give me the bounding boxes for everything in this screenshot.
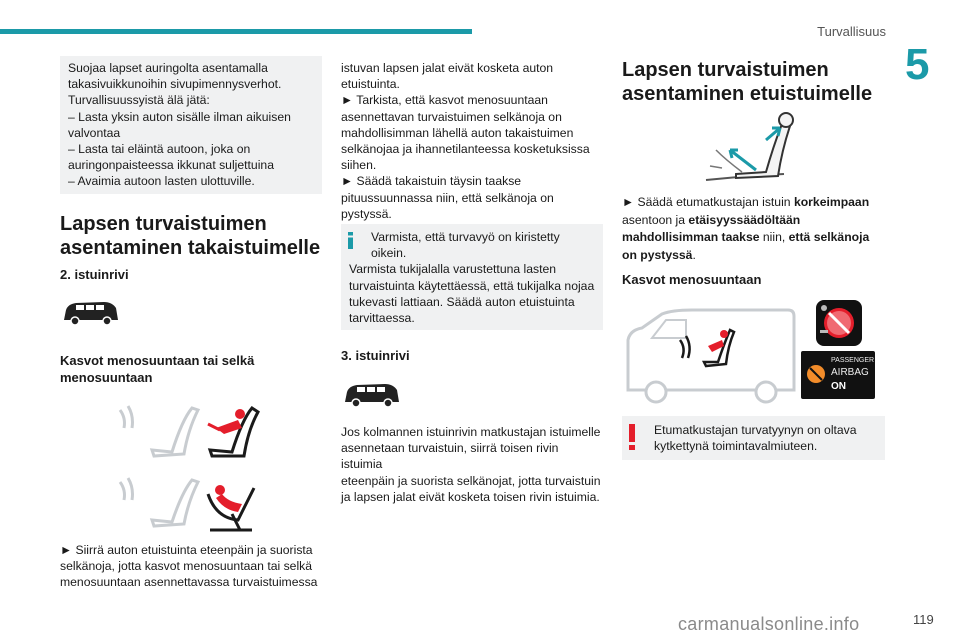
text-line: Suojaa lapset auringolta asentamalla bbox=[68, 61, 268, 75]
text-line: valvontaa bbox=[68, 125, 121, 140]
text-line: siihen. bbox=[341, 158, 377, 173]
car-side-illustration bbox=[622, 300, 798, 404]
text-line: ► Tarkista, että kasvot menosuuntaan bbox=[341, 93, 548, 108]
text-line: tarvittaessa. bbox=[349, 311, 415, 326]
text-line: tukevasti lattiaan. Säädä auton etuistuinta bbox=[349, 294, 575, 309]
airbag-label: AIRBAG bbox=[831, 367, 869, 378]
van-icon bbox=[60, 298, 122, 330]
front-seat-instruction bbox=[622, 194, 885, 264]
text-run: on pystyssä bbox=[622, 247, 693, 262]
text-line: Turvallisuussyistä älä jätä: bbox=[68, 93, 210, 108]
warning-text bbox=[654, 422, 880, 454]
text-line: Varmista, että turvavyö on kiristetty bbox=[371, 230, 560, 244]
airbag-status-icon bbox=[805, 363, 827, 385]
text-line: istuvan lapsen jalat eivät kosketa auton bbox=[341, 61, 554, 75]
airbag-state: ON bbox=[831, 381, 846, 392]
info-text bbox=[349, 229, 599, 326]
rear-orientation-subheading bbox=[60, 352, 322, 386]
text-run: etäisyyssäädöltään bbox=[688, 212, 801, 227]
text-line: Etumatkustajan turvatyynyn on oltava bbox=[654, 423, 857, 437]
heading-line: asentaminen etuistuimelle bbox=[622, 83, 873, 105]
text-line: selkänoja, jotta kasvot menosuuntaan tai selkä bbox=[60, 559, 313, 574]
text-line bbox=[622, 229, 885, 247]
text-line: menosuuntaan asennettavassa turvaistuimessa bbox=[60, 575, 318, 590]
text-line: pituussuunnassa niin, että selkänoja on bbox=[341, 190, 554, 205]
van-icon bbox=[341, 380, 403, 412]
text-line: kytkettynä toimintavalmiuteen. bbox=[654, 439, 818, 454]
move-front-seat-text bbox=[60, 542, 322, 591]
text-line: turvaistuinta käytettäessä, että tukijalka nojaa bbox=[349, 278, 595, 293]
text-run: että selkänoja bbox=[788, 230, 870, 244]
text-line: ► Säädä takaistuin täysin taakse bbox=[341, 174, 522, 189]
subheading-line: Kasvot menosuuntaan tai selkä bbox=[60, 353, 255, 368]
text-line: – Lasta yksin auton sisälle ilman aikuisen bbox=[68, 109, 291, 124]
text-line: mahdollisimman lähellä auton takaistuimen bbox=[341, 125, 574, 140]
text-run: asentoon ja bbox=[622, 212, 689, 227]
text-run: mahdollisimman taakse bbox=[622, 230, 760, 244]
text-run: niin, bbox=[759, 230, 789, 244]
row-2-title: 2. istuinrivi bbox=[60, 267, 129, 282]
text-run: ► Säädä etumatkustajan istuin bbox=[622, 195, 794, 209]
rear-seat-heading bbox=[60, 212, 322, 260]
sun-safety-text bbox=[68, 60, 318, 190]
text-line: oikein. bbox=[371, 246, 407, 261]
front-seat-adjust-illustration bbox=[696, 110, 804, 186]
rear-seat-instructions bbox=[341, 60, 603, 222]
chapter-number: 5 bbox=[905, 40, 930, 89]
text-line bbox=[622, 194, 885, 212]
header-accent-bar bbox=[0, 29, 472, 34]
page-number: 119 bbox=[913, 612, 934, 627]
text-line: ja lapsen jalat eivät kosketa toisen rivin istuimia. bbox=[341, 489, 600, 504]
text-line: asennettavan turvaistuimen selkänoja on bbox=[341, 109, 562, 124]
warning-box bbox=[622, 416, 885, 460]
text-line: Jos kolmannen istuinrivin matkustajan istuimelle bbox=[341, 425, 601, 439]
text-line: pystyssä. bbox=[341, 206, 392, 221]
text-line bbox=[622, 212, 885, 230]
heading-line: asentaminen takaistuimelle bbox=[60, 237, 321, 259]
section-title: Turvallisuus bbox=[817, 24, 886, 39]
passenger-airbag-on-indicator bbox=[801, 351, 875, 399]
text-run: korkeimpaan bbox=[793, 195, 870, 209]
heading-line: Lapsen turvaistuimen bbox=[60, 213, 267, 235]
text-line bbox=[622, 247, 885, 265]
info-box bbox=[341, 224, 603, 330]
exclamation-icon bbox=[628, 424, 636, 450]
airbag-deactivation-warning-icon bbox=[816, 300, 862, 346]
front-seat-heading bbox=[622, 58, 885, 106]
text-run: . bbox=[692, 247, 696, 262]
text-line: Varmista tukijalalla varustettuna lasten bbox=[349, 262, 557, 277]
text-line: asennetaan turvaistuin, siirrä toisen rivin istuimia bbox=[341, 441, 559, 472]
text-line: eteenpäin ja suorista selkänojat, jotta turvaistuin bbox=[341, 473, 601, 488]
forward-facing-subheading: Kasvot menosuuntaan bbox=[622, 272, 762, 287]
text-line: – Avaimia autoon lasten ulottuville. bbox=[68, 174, 255, 189]
forward-facing-seat-illustration bbox=[112, 400, 262, 464]
row-3-title: 3. istuinrivi bbox=[341, 348, 410, 363]
third-row-text bbox=[341, 424, 603, 505]
text-line: takasivuikkunoihin sivupimennysverhot. bbox=[68, 77, 282, 92]
text-line: selkänojaa ja ihannetilanteessa kosketuksissa bbox=[341, 142, 590, 157]
text-line: etuistuinta. bbox=[341, 77, 400, 92]
airbag-label: PASSENGER bbox=[831, 357, 875, 364]
heading-line: Lapsen turvaistuimen bbox=[622, 59, 829, 81]
watermark: carmanualsonline.info bbox=[678, 614, 860, 634]
text-line: ► Siirrä auton etuistuinta eteenpäin ja suorista bbox=[60, 543, 313, 557]
rear-facing-seat-illustration bbox=[112, 474, 262, 534]
text-line: auringonpaisteessa ikkunat suljettuina bbox=[68, 158, 274, 173]
text-line: – Lasta tai eläintä autoon, joka on bbox=[68, 142, 251, 157]
subheading-line: menosuuntaan bbox=[60, 370, 153, 385]
